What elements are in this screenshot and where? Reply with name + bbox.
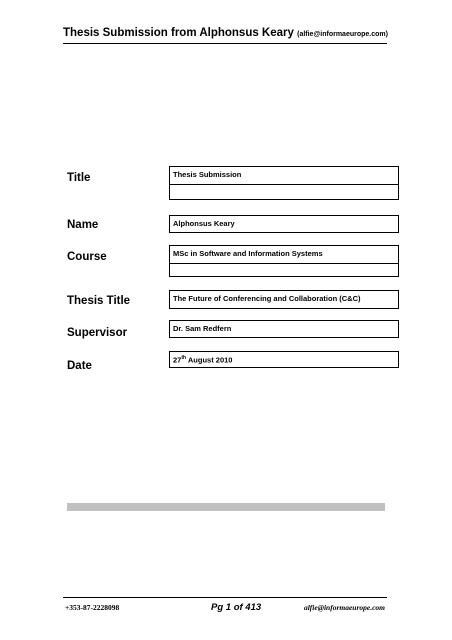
footer-divider	[63, 597, 387, 598]
date-label: Date	[67, 360, 92, 372]
grey-separator-bar	[67, 503, 385, 511]
course-value-box	[169, 245, 399, 264]
name-value-box	[169, 215, 399, 233]
title-value: Thesis Submission	[173, 170, 242, 179]
title-value-box	[169, 166, 399, 185]
supervisor-value-box	[169, 320, 399, 338]
supervisor-label: Supervisor	[67, 327, 128, 339]
page-header	[63, 27, 387, 39]
date-value	[170, 352, 398, 365]
header-email: (alfie@informaeurope.com)	[297, 31, 388, 38]
supervisor-value: Dr. Sam Redfern	[173, 324, 232, 333]
thesis-title-label: Thesis Title	[67, 295, 131, 307]
name-value: Alphonsus Keary	[173, 219, 235, 228]
course-extra-box	[169, 263, 399, 277]
footer-email: alfie@informaeurope.com	[303, 603, 385, 612]
course-value: MSc in Software and Information Systems	[173, 249, 323, 258]
name-label: Name	[67, 219, 99, 231]
date-value-box	[169, 351, 399, 368]
page-footer	[63, 602, 387, 614]
date-month-year: August 2010	[186, 355, 233, 365]
course-label: Course	[67, 251, 107, 263]
date-day: 27	[173, 355, 182, 365]
footer-phone: +353-87-2228098	[65, 603, 120, 612]
date-suffix: th	[181, 355, 187, 361]
thesis-title-value: The Future of Conferencing and Collaboration (C&C)	[173, 294, 361, 303]
header-title: Thesis Submission from Alphonsus Keary	[63, 27, 294, 39]
header-divider	[63, 43, 387, 44]
footer-page-number: Pg 1 of 413	[211, 602, 262, 613]
title-extra-box	[169, 184, 399, 200]
title-label: Title	[67, 172, 91, 184]
thesis-title-value-box	[169, 290, 399, 309]
